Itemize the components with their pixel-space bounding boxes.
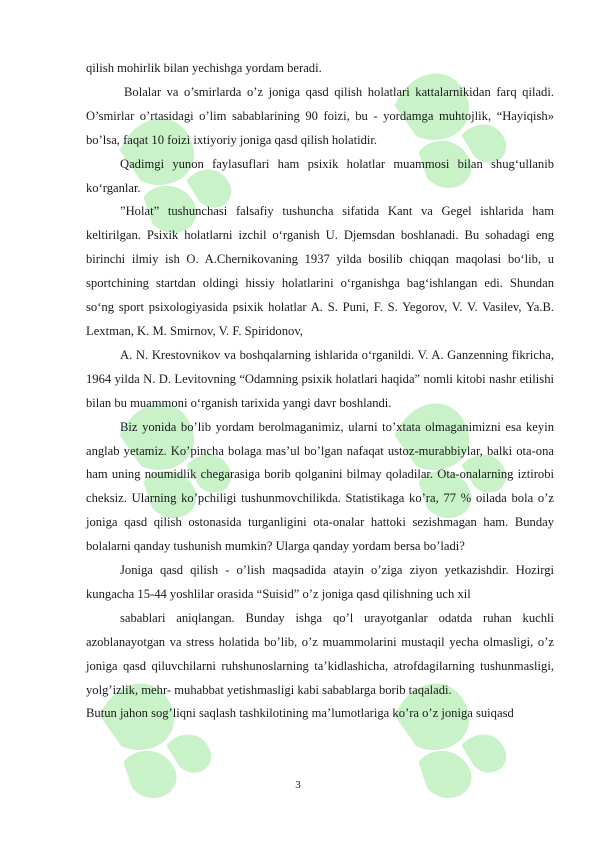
paragraph: Bolalar va o’smirlarda o’z joniga qasd qilish holatlari kattalarnikidan farq qiladi. O’smirlar o’rtasidagi o’lim sabablarining 90 foizi, bu - yordamga muhtojlik, “Hayiqish» bo’lsa, faqat 10 foizi ixtiyoriy joniga qasd qilish holatidir. — [86, 84, 554, 147]
paragraph: Joniga qasd qilish - o’lish maqsadida atayin o’ziga ziyon yetkazishdir. Hozirgi kungacha 15-44 yoshlilar orasida “Suisid” o’z joniga qasd qilishning uch xil — [86, 563, 554, 601]
page-number: 3 — [295, 779, 301, 791]
paragraph: Biz yonida bo’lib yordam berolmaganimiz, ularni to’xtata olmaganimizni esa keyin anglab yetamiz. Ko’pincha bolaga mas’ul bo’lgan nafaqat ustoz-murabbiylar, balki ota-ona ham uning noumidlik chegarasiga borib qolganini bilmay qoladilar. Ota-onalarning iztirobi cheksiz. Ularning ko’pchiligi tushunmovchilikda. Statistikaga ko’ra, 77 % oilada bola o’z joniga qasd qilish ostonasida turganligini ota-onalar hattoki sezishmagan ham. Bunday bolalarni qanday tushunish mumkin? Ularga qanday yordam bersa bo’ladi? — [86, 419, 554, 554]
paragraph: sabablari aniqlangan. Bunday ishga qo’l urayotganlar odatda ruhan kuchli azoblanayotgan va stress holatida bo’lib, o’z muammolarini mustaqil yecha olmasligi, o’z joniga qasd qiluvchilarni ruhshunoslarning ta’kidlashicha, atrofdagilarning tushunmasligi, yolg’izlik, mehr- muhabbat yetishmasligi kabi sabablarga borib taqaladi. — [86, 610, 554, 697]
paragraph: qilish mohirlik bilan yechishga yordam beradi. — [86, 61, 322, 75]
body-text — [86, 57, 554, 726]
paragraph: ”Holat” tushunchasi falsafiy tushuncha sifatida Kant va Gegel ishlarida ham keltirilgan. Psixik holatlarni izchil o‘rganish U. Djemsdan boshlanadi. Bu sohadagi eng birinchi ilmiy ish O. A.Chernikovaning 1937 yilda bosilib chiqqan maqolasi bo‘lib, u sportchining startdan oldingi hissiy holatlarini o‘rganishga bag‘ishlangan edi. Shundan so‘ng sport psixologiyasida psixik holatlar A. S. Puni, F. S. Yegorov, V. V. Vasilev, Ya.B. Lextman, K. M. Smirnov, V. F. Spiridonov, — [86, 204, 554, 338]
paragraph: A. N. Krestovnikov va boshqalarning ishlarida o‘rganildi. V. A. Ganzenning fikricha, 1964 yilda N. D. Levitovning “Odamning psixik holatlari haqida” nomli kitobi nashr etilishi bilan bu muammoni o‘rganish tarixida yangi davr boshlandi. — [86, 347, 554, 410]
paragraph: Qadimgi yunon faylasuflari ham psixik holatlar muammosi bilan shug‘ullanib ko‘rganlar. — [86, 156, 554, 195]
paragraph: Butun jahon sog’liqni saqlash tashkilotining ma’lumotlariga ko’ra o’z joniga suiqasd — [86, 706, 514, 721]
